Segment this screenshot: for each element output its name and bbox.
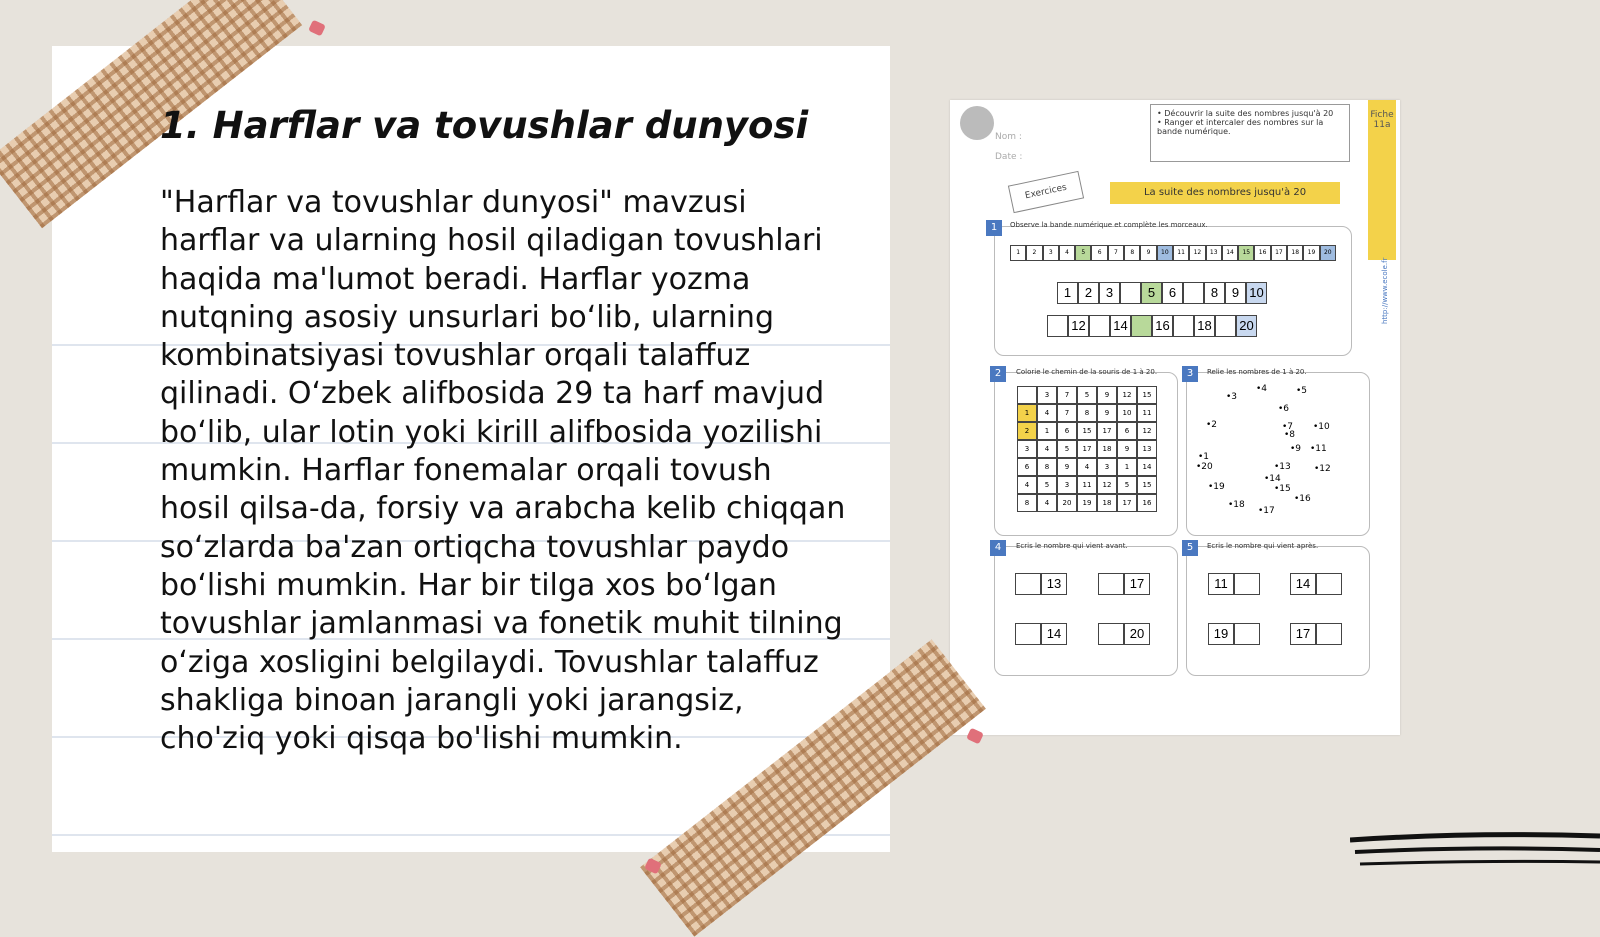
- grid-cell: 3: [1057, 476, 1077, 494]
- grid-cell: 9: [1097, 404, 1117, 422]
- grid-cell: 7: [1057, 404, 1077, 422]
- grid-cell: 12: [1137, 422, 1157, 440]
- dot-label: •5: [1296, 386, 1308, 396]
- grid-cell: 5: [1037, 476, 1057, 494]
- strip-cell: 6: [1091, 245, 1107, 261]
- worksheet-date-label: Date :: [995, 152, 1023, 162]
- piece-cell: 5: [1141, 282, 1162, 304]
- number-strip: [1010, 245, 1336, 261]
- dot-label: •8: [1284, 430, 1296, 440]
- worksheet-image: [950, 100, 1400, 735]
- dot-label: •16: [1294, 494, 1311, 504]
- grid-cell: 9: [1057, 458, 1077, 476]
- strip-cell: 2: [1026, 245, 1042, 261]
- grid-cell: 9: [1117, 440, 1137, 458]
- strip-cell: 11: [1173, 245, 1189, 261]
- dot-label: •6: [1278, 404, 1290, 414]
- after-pair: 14: [1290, 573, 1342, 595]
- exercise-4-title: Ecris le nombre qui vient avant.: [1016, 542, 1128, 550]
- grid-cell: 4: [1077, 458, 1097, 476]
- piece-cell: 1: [1057, 282, 1078, 304]
- strip-cell: 3: [1043, 245, 1059, 261]
- grid-cell: 17: [1097, 422, 1117, 440]
- before-pair: 17: [1098, 573, 1150, 595]
- strip-piece-b: [1047, 315, 1257, 337]
- grid-cell: 15: [1077, 422, 1097, 440]
- after-pair: 17: [1290, 623, 1342, 645]
- after-pair: 19: [1208, 623, 1260, 645]
- strip-cell: 9: [1140, 245, 1156, 261]
- grid-cell: 10: [1117, 404, 1137, 422]
- grid-cell: 7: [1057, 386, 1077, 404]
- strip-cell: 17: [1271, 245, 1287, 261]
- strip-cell: 13: [1206, 245, 1222, 261]
- worksheet-name-label: Nom :: [995, 132, 1022, 142]
- strip-piece-a: [1057, 282, 1267, 304]
- grid-cell: 5: [1117, 476, 1137, 494]
- dot-label: •9: [1290, 444, 1302, 454]
- grid-cell: 5: [1057, 440, 1077, 458]
- grid-cell: [1017, 386, 1037, 404]
- piece-cell: [1089, 315, 1110, 337]
- after-pair: 11: [1208, 573, 1260, 595]
- piece-cell: 20: [1236, 315, 1257, 337]
- before-pair: 14: [1015, 623, 1067, 645]
- grid-cell: 1: [1037, 422, 1057, 440]
- exercise-1-title: Observe la bande numérique et complète les morceaux.: [1010, 221, 1208, 229]
- slide-title: 1. Harflar va tovushlar dunyosi: [160, 104, 809, 147]
- slide-body-text: "Harflar va tovushlar dunyosi" mavzusi harflar va ularning hosil qiladigan tovushlari haqida ma'lumot beradi. Harflar yozma nutqning asosiy unsurlari bo‘lib, ularning kombinatsiyasi tovushlar orqali talaffuz qilinadi. O‘zbek alifbosida 29 ta harf mavjud bo‘lib, ular lotin yoki kirill alifbosida yozilishi mumkin. Harflar fonemalar orqali tovush hosil qilsa-da, forsiy va arabcha kelib chiqqan so‘zlarda ba'zan ortiqcha tovushlar paydo bo‘lishi mumkin. Har bir tilga xos bo‘lgan tovushlar jamlanmasi va fonetik muhit tilning o‘ziga xosligini belgilaydi. Tovushlar talaffuz shakliga binoan jarangli yoki jarangsiz, cho'ziq yoki qisqa bo'lishi mumkin.: [160, 185, 846, 757]
- exercise-5-number: 5: [1182, 540, 1198, 556]
- grid-cell: 4: [1037, 404, 1057, 422]
- grid-cell: 17: [1077, 440, 1097, 458]
- grid-cell: 18: [1097, 494, 1117, 512]
- exercise-5-title: Ecris le nombre qui vient après.: [1207, 542, 1319, 550]
- strip-cell: 8: [1124, 245, 1140, 261]
- strip-cell: 14: [1222, 245, 1238, 261]
- grid-cell: 3: [1017, 440, 1037, 458]
- before-pair: 20: [1098, 623, 1150, 645]
- worksheet-fiche-label: Fiche 11a: [1368, 100, 1396, 260]
- tape-pin: [308, 20, 326, 37]
- piece-cell: 2: [1078, 282, 1099, 304]
- grid-cell: 19: [1077, 494, 1097, 512]
- grid-cell: 15: [1137, 476, 1157, 494]
- piece-cell: [1131, 315, 1152, 337]
- strip-cell: 1: [1010, 245, 1026, 261]
- grid-cell: 13: [1137, 440, 1157, 458]
- grid-cell: 1: [1117, 458, 1137, 476]
- grid-cell: 14: [1137, 458, 1157, 476]
- dot-label: •11: [1310, 444, 1327, 454]
- grid-cell: 3: [1037, 386, 1057, 404]
- grid-cell: 6: [1017, 458, 1037, 476]
- piece-cell: 8: [1204, 282, 1225, 304]
- dot-label: •20: [1196, 462, 1213, 472]
- grid-cell: 11: [1137, 404, 1157, 422]
- dot-label: •10: [1313, 422, 1330, 432]
- grid-cell: 16: [1137, 494, 1157, 512]
- piece-cell: 12: [1068, 315, 1089, 337]
- grid-cell: 5: [1077, 386, 1097, 404]
- piece-cell: 6: [1162, 282, 1183, 304]
- piece-cell: [1173, 315, 1194, 337]
- piece-cell: 14: [1110, 315, 1131, 337]
- dot-label: •19: [1208, 482, 1225, 492]
- strip-cell: 18: [1287, 245, 1303, 261]
- dot-label: •7: [1282, 422, 1294, 432]
- exercise-3-title: Relie les nombres de 1 à 20.: [1207, 368, 1307, 376]
- grid-cell: 3: [1097, 458, 1117, 476]
- worksheet-site-link: http://www.ecole.fr: [1381, 257, 1389, 324]
- piece-cell: 3: [1099, 282, 1120, 304]
- piece-cell: [1183, 282, 1204, 304]
- strip-cell: 20: [1320, 245, 1336, 261]
- dot-label: •13: [1274, 462, 1291, 472]
- grid-cell: 20: [1057, 494, 1077, 512]
- exercise-2-title: Colorie le chemin de la souris de 1 à 20.: [1016, 368, 1158, 376]
- exercise-3-number: 3: [1182, 366, 1198, 382]
- strip-cell: 10: [1157, 245, 1173, 261]
- grid-cell: 9: [1097, 386, 1117, 404]
- mouse-path-grid: [1017, 386, 1157, 512]
- piece-cell: 16: [1152, 315, 1173, 337]
- dot-label: •3: [1226, 392, 1238, 402]
- grid-cell: 17: [1117, 494, 1137, 512]
- strip-cell: 12: [1189, 245, 1205, 261]
- worksheet-logo: [960, 106, 994, 140]
- worksheet-objectives: • Découvrir la suite des nombres jusqu'à 20 • Ranger et intercaler des nombres sur la bande numérique.: [1150, 104, 1350, 162]
- worksheet-stamp: Exercices: [1008, 171, 1084, 213]
- dot-label: •4: [1256, 384, 1268, 394]
- grid-cell: 2: [1017, 422, 1037, 440]
- dot-label: •18: [1228, 500, 1245, 510]
- exercise-5-box: [1186, 546, 1370, 676]
- grid-cell: 8: [1077, 404, 1097, 422]
- piece-cell: 18: [1194, 315, 1215, 337]
- piece-cell: [1120, 282, 1141, 304]
- before-pair: 13: [1015, 573, 1067, 595]
- strip-cell: 4: [1059, 245, 1075, 261]
- grid-cell: 18: [1097, 440, 1117, 458]
- brush-stroke-decoration: [1350, 830, 1600, 880]
- piece-cell: [1215, 315, 1236, 337]
- grid-cell: 12: [1117, 386, 1137, 404]
- strip-cell: 16: [1254, 245, 1270, 261]
- piece-cell: 9: [1225, 282, 1246, 304]
- exercise-2-number: 2: [990, 366, 1006, 382]
- dot-label: •14: [1264, 474, 1281, 484]
- grid-cell: 4: [1017, 476, 1037, 494]
- grid-cell: 12: [1097, 476, 1117, 494]
- strip-cell: 15: [1238, 245, 1254, 261]
- dot-label: •1: [1198, 452, 1210, 462]
- exercise-4-box: [994, 546, 1178, 676]
- grid-cell: 8: [1017, 494, 1037, 512]
- exercise-4-number: 4: [990, 540, 1006, 556]
- grid-cell: 6: [1057, 422, 1077, 440]
- dot-label: •17: [1258, 506, 1275, 516]
- grid-cell: 4: [1037, 494, 1057, 512]
- strip-cell: 19: [1303, 245, 1319, 261]
- grid-cell: 15: [1137, 386, 1157, 404]
- piece-cell: 10: [1246, 282, 1267, 304]
- grid-cell: 1: [1017, 404, 1037, 422]
- connect-dots: [1178, 382, 1338, 516]
- strip-cell: 5: [1075, 245, 1091, 261]
- grid-cell: 11: [1077, 476, 1097, 494]
- grid-cell: 4: [1037, 440, 1057, 458]
- grid-cell: 8: [1037, 458, 1057, 476]
- strip-cell: 7: [1108, 245, 1124, 261]
- exercise-1-number: 1: [986, 220, 1002, 236]
- dot-label: •15: [1274, 484, 1291, 494]
- grid-cell: 6: [1117, 422, 1137, 440]
- piece-cell: [1047, 315, 1068, 337]
- dot-label: •2: [1206, 420, 1218, 430]
- worksheet-banner: La suite des nombres jusqu'à 20: [1110, 182, 1340, 204]
- dot-label: •12: [1314, 464, 1331, 474]
